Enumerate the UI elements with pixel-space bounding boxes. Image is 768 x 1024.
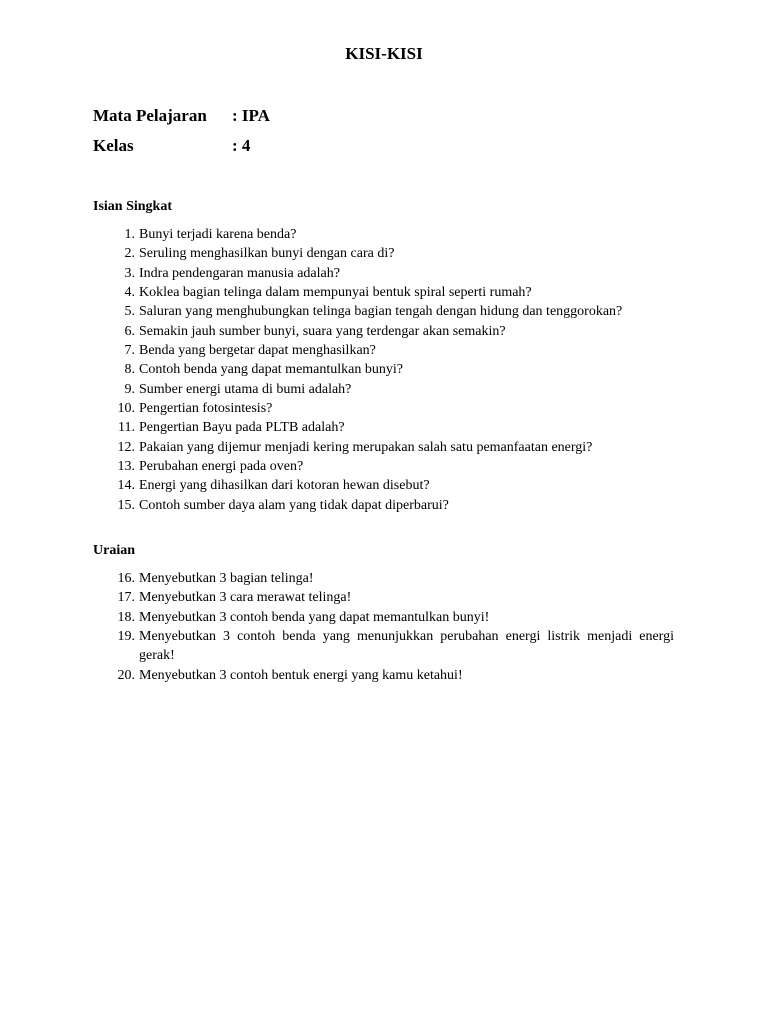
item-number: 14.: [117, 478, 135, 494]
item-number: 16.: [117, 571, 135, 586]
item-text: Energi yang dihasilkan dari kotoran hewan disebut?: [139, 478, 430, 494]
item-number: 3.: [124, 265, 135, 281]
document-title: KISI-KISI: [345, 44, 423, 63]
list-item: [0, 302, 674, 321]
list-item: [0, 496, 674, 515]
item-text: Menyebutkan 3 contoh benda yang dapat memantulkan bunyi!: [139, 609, 490, 625]
list-item: [0, 360, 674, 379]
item-number: 7.: [124, 343, 135, 359]
list-item: [0, 476, 674, 495]
class-value: : 4: [232, 136, 251, 155]
list-item: [0, 264, 674, 283]
class-label: Kelas: [93, 136, 134, 155]
item-text: Benda yang bergetar dapat menghasilkan?: [139, 343, 376, 359]
short-answer-list: [0, 225, 768, 515]
item-number: 5.: [124, 304, 135, 320]
item-number: 10.: [117, 401, 135, 417]
list-item: [0, 588, 674, 607]
list-item: [0, 569, 674, 588]
item-number: 19.: [117, 629, 135, 645]
item-text: Menyebutkan 3 contoh benda yang menunjukkan perubahan energi listrik menjadi energi gerak!: [139, 629, 674, 664]
item-number: 8.: [124, 362, 135, 378]
item-number: 9.: [124, 381, 135, 397]
list-item: [0, 283, 674, 302]
list-item: [0, 244, 674, 263]
item-text: Menyebutkan 3 cara merawat telinga!: [139, 590, 352, 606]
item-number: 6.: [124, 323, 135, 339]
item-text: Koklea bagian telinga dalam mempunyai bentuk spiral seperti rumah?: [139, 285, 532, 301]
item-text: Pengertian Bayu pada PLTB adalah?: [139, 420, 345, 436]
item-text: Contoh benda yang dapat memantulkan bunyi?: [139, 362, 403, 378]
item-text: Seruling menghasilkan bunyi dengan cara di?: [139, 246, 395, 262]
list-item: [0, 380, 674, 399]
item-text: Menyebutkan 3 bagian telinga!: [139, 571, 314, 586]
subject-label: Mata Pelajaran: [93, 106, 207, 125]
item-number: 2.: [124, 246, 135, 262]
class-row: [93, 136, 250, 156]
item-number: 4.: [124, 285, 135, 301]
item-text: Perubahan energi pada oven?: [139, 459, 304, 475]
item-text: Contoh sumber daya alam yang tidak dapat diperbarui?: [139, 497, 449, 513]
item-number: 20.: [117, 667, 135, 683]
list-item: [0, 341, 674, 360]
item-number: 11.: [118, 420, 135, 436]
list-item: [0, 225, 674, 244]
item-text: Sumber energi utama di bumi adalah?: [139, 381, 352, 397]
section-heading-uraian: Uraian: [93, 543, 135, 558]
list-item: [0, 438, 674, 457]
list-item: [0, 418, 674, 437]
subject-value: : IPA: [232, 106, 270, 125]
list-item: [0, 627, 674, 666]
item-text: Saluran yang menghubungkan telinga bagian tengah dengan hidung dan tenggorokan?: [139, 304, 623, 320]
section-heading-isian-singkat: Isian Singkat: [93, 199, 172, 214]
list-item: [0, 608, 674, 627]
list-item: [0, 457, 674, 476]
item-number: 17.: [117, 590, 135, 606]
item-number: 1.: [124, 227, 135, 242]
item-text: Semakin jauh sumber bunyi, suara yang terdengar akan semakin?: [139, 323, 506, 339]
item-text: Indra pendengaran manusia adalah?: [139, 265, 340, 281]
item-text: Menyebutkan 3 contoh bentuk energi yang kamu ketahui!: [139, 667, 463, 683]
item-number: 15.: [117, 497, 135, 513]
essay-list: [0, 569, 768, 685]
subject-row: [93, 106, 270, 126]
item-number: 12.: [117, 439, 135, 455]
list-item: [0, 666, 674, 685]
item-number: 13.: [117, 459, 135, 475]
list-item: [0, 399, 674, 418]
item-number: 18.: [117, 609, 135, 625]
item-text: Bunyi terjadi karena benda?: [139, 227, 297, 242]
item-text: Pakaian yang dijemur menjadi kering merupakan salah satu pemanfaatan energi?: [139, 439, 593, 455]
item-text: Pengertian fotosintesis?: [139, 401, 273, 417]
list-item: [0, 322, 674, 341]
